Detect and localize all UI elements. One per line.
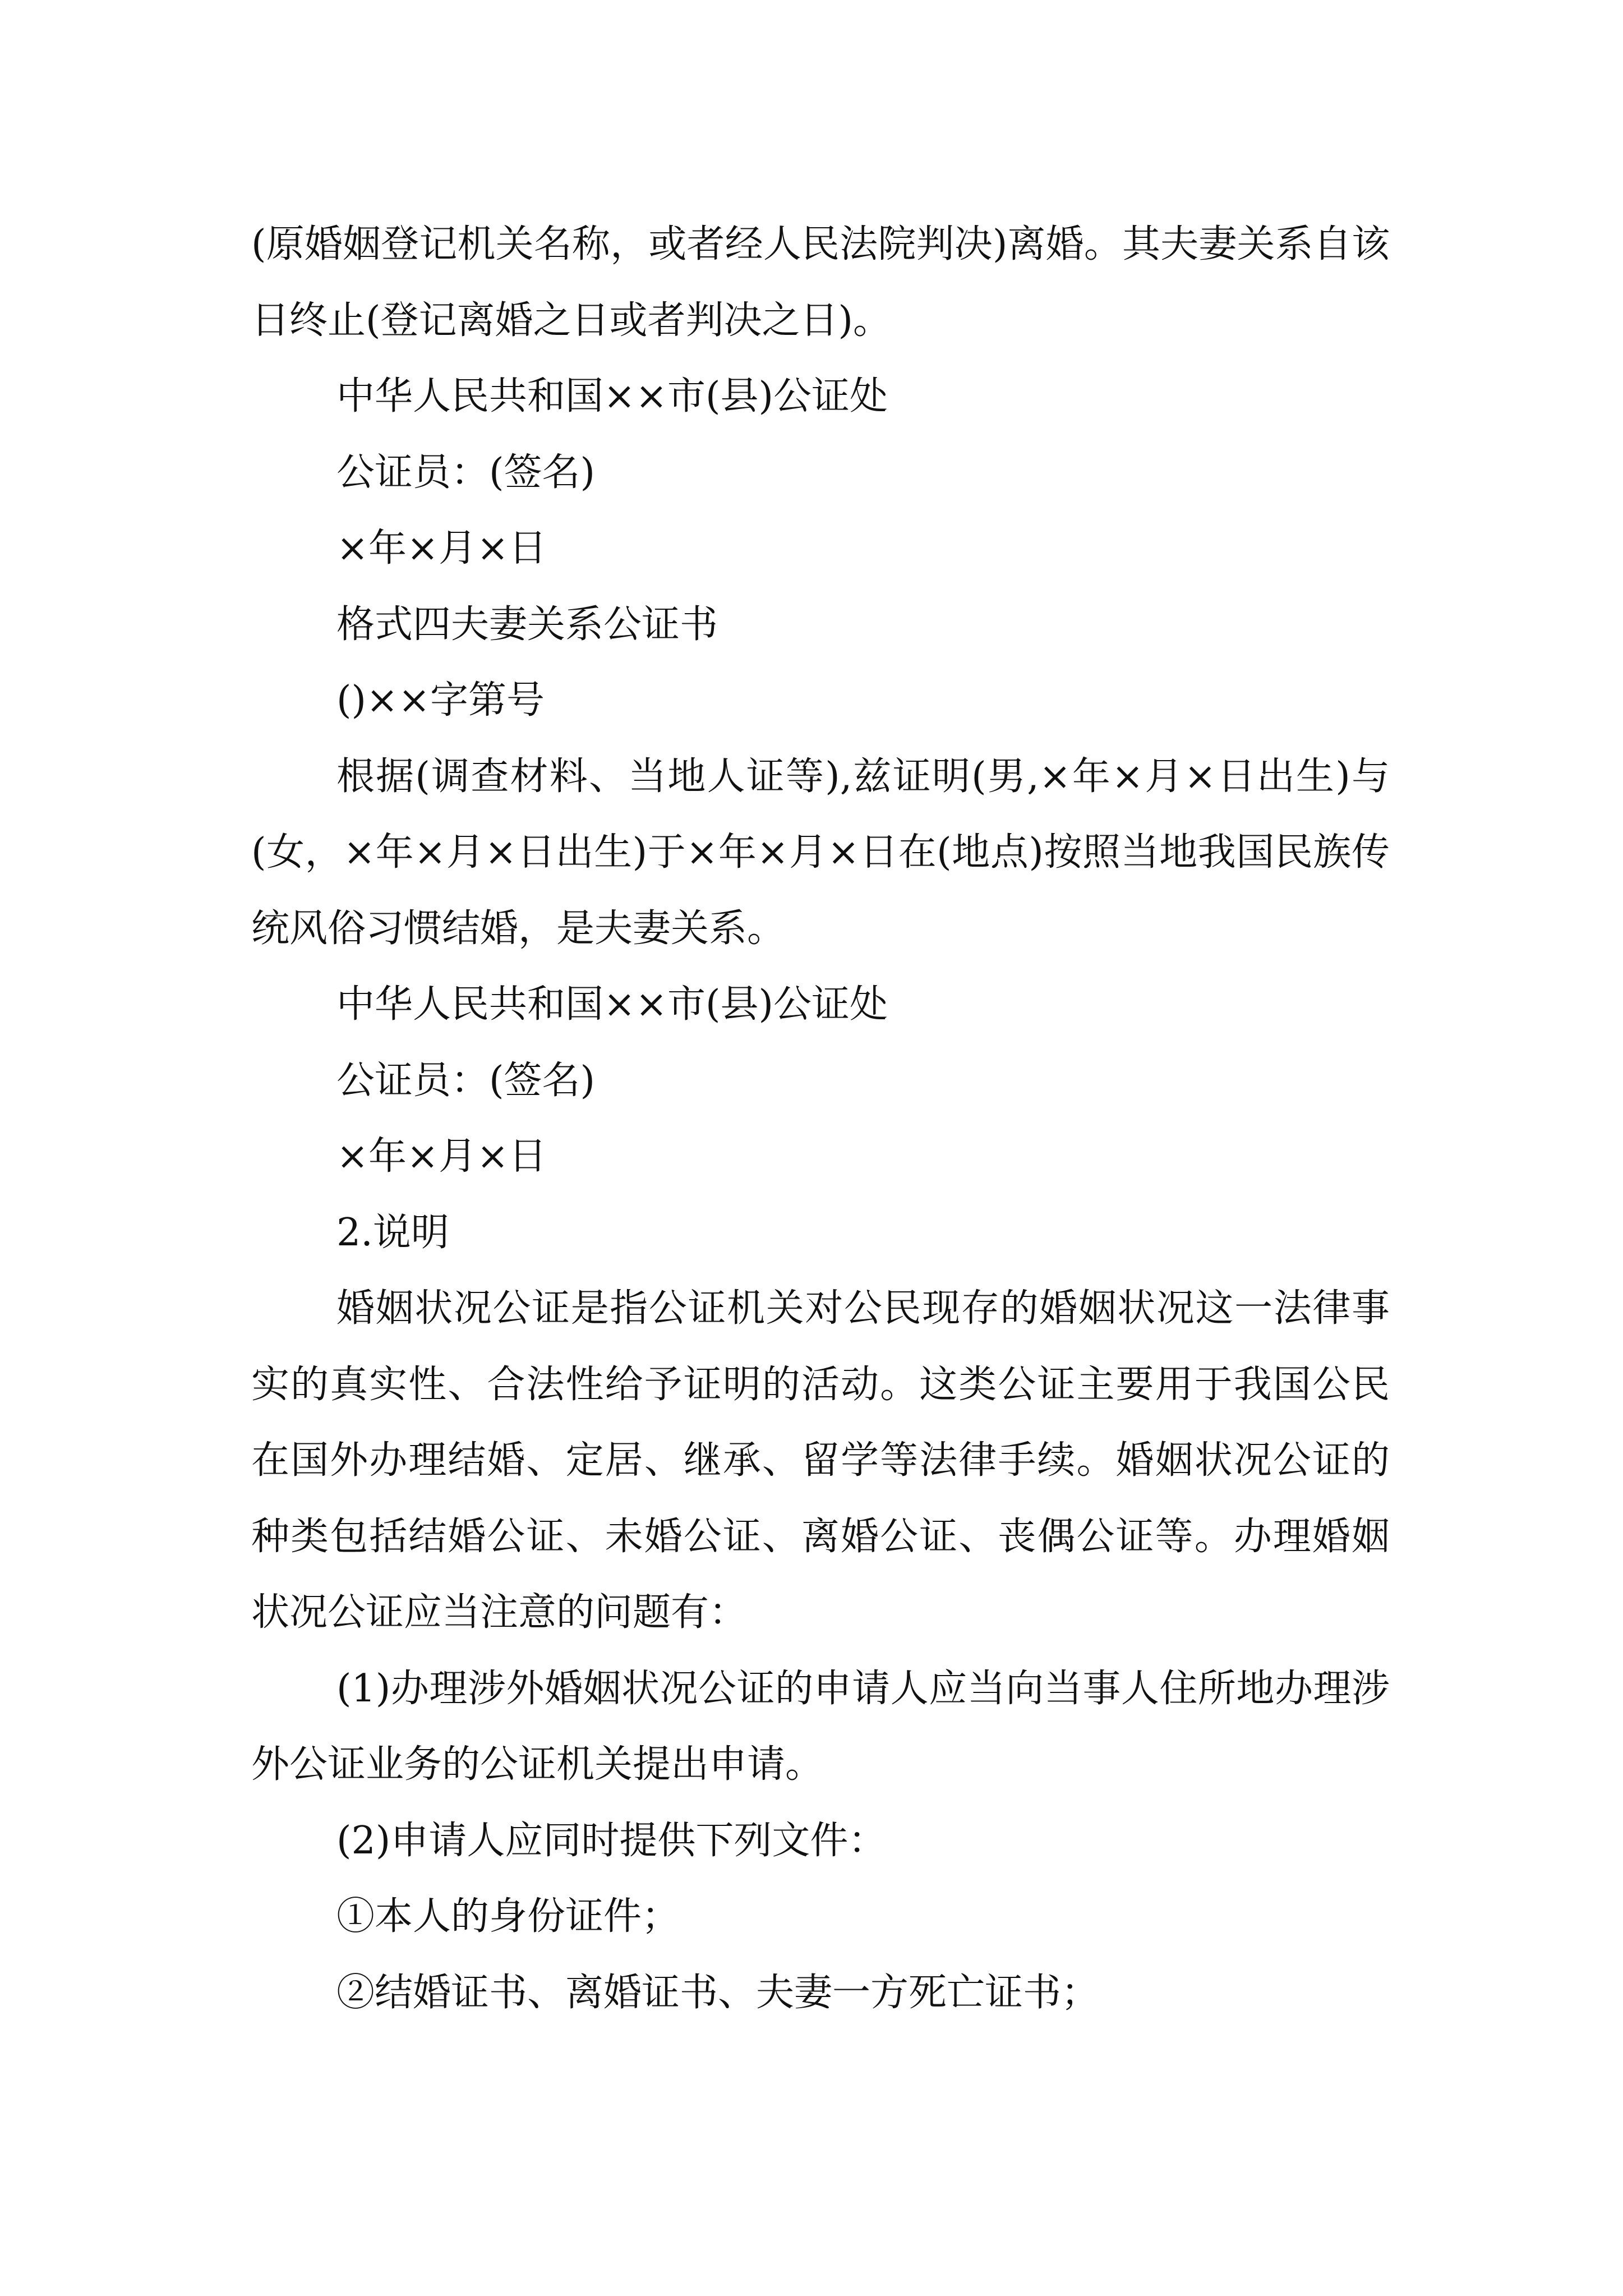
list-item-certificates: ②结婚证书、离婚证书、夫妻一方死亡证书； xyxy=(336,1970,1100,2015)
date-line: ×年×月×日 xyxy=(336,526,547,570)
format-four-title: 格式四夫妻关系公证书 xyxy=(336,602,718,647)
notary-signature-line: 公证员：(签名) xyxy=(336,1058,596,1103)
document-number-line: ()××字第号 xyxy=(336,678,545,723)
paragraph-marital-status-notarization: 婚姻状况公证是指公证机关对公民现存的婚姻状况这一法律事实的真实性、合法性给予证明的活动。这类公证主要用于我国公民在国外办理结婚、定居、继承、留学等法律手续。婚姻状况公证的种类包括结婚公证、未婚公证、离婚公证、丧偶公证等。办理婚姻状况公证应当注意的问题有： xyxy=(251,1286,1390,1635)
section-heading-explanation: 2.说明 xyxy=(336,1210,449,1255)
paragraph-divorce-termination: (原婚姻登记机关名称，或者经人民法院判决)离婚。其夫妻关系自该日终止(登记离婚之日或者判决之日)。 xyxy=(251,222,1390,343)
paragraph-item-1: (1)办理涉外婚姻状况公证的申请人应当向当事人住所地办理涉外公证业务的公证机关提出申请。 xyxy=(251,1666,1390,1787)
notary-office-line: 中华人民共和国××市(县)公证处 xyxy=(336,374,888,418)
date-line: ×年×月×日 xyxy=(336,1134,547,1179)
document-body xyxy=(251,206,1390,2031)
list-item-identity-documents: ①本人的身份证件； xyxy=(336,1894,680,1939)
paragraph-item-2: (2)申请人应同时提供下列文件： xyxy=(336,1818,887,1863)
notary-signature-line: 公证员：(签名) xyxy=(336,450,596,495)
notary-office-line: 中华人民共和国××市(县)公证处 xyxy=(336,982,888,1027)
paragraph-marriage-proof: 根据(调查材料、当地人证等),兹证明(男,×年×月×日出生)与(女，×年×月×日出生)于×年×月×日在(地点)按照当地我国民族传统风俗习惯结婚，是夫妻关系。 xyxy=(251,754,1390,951)
